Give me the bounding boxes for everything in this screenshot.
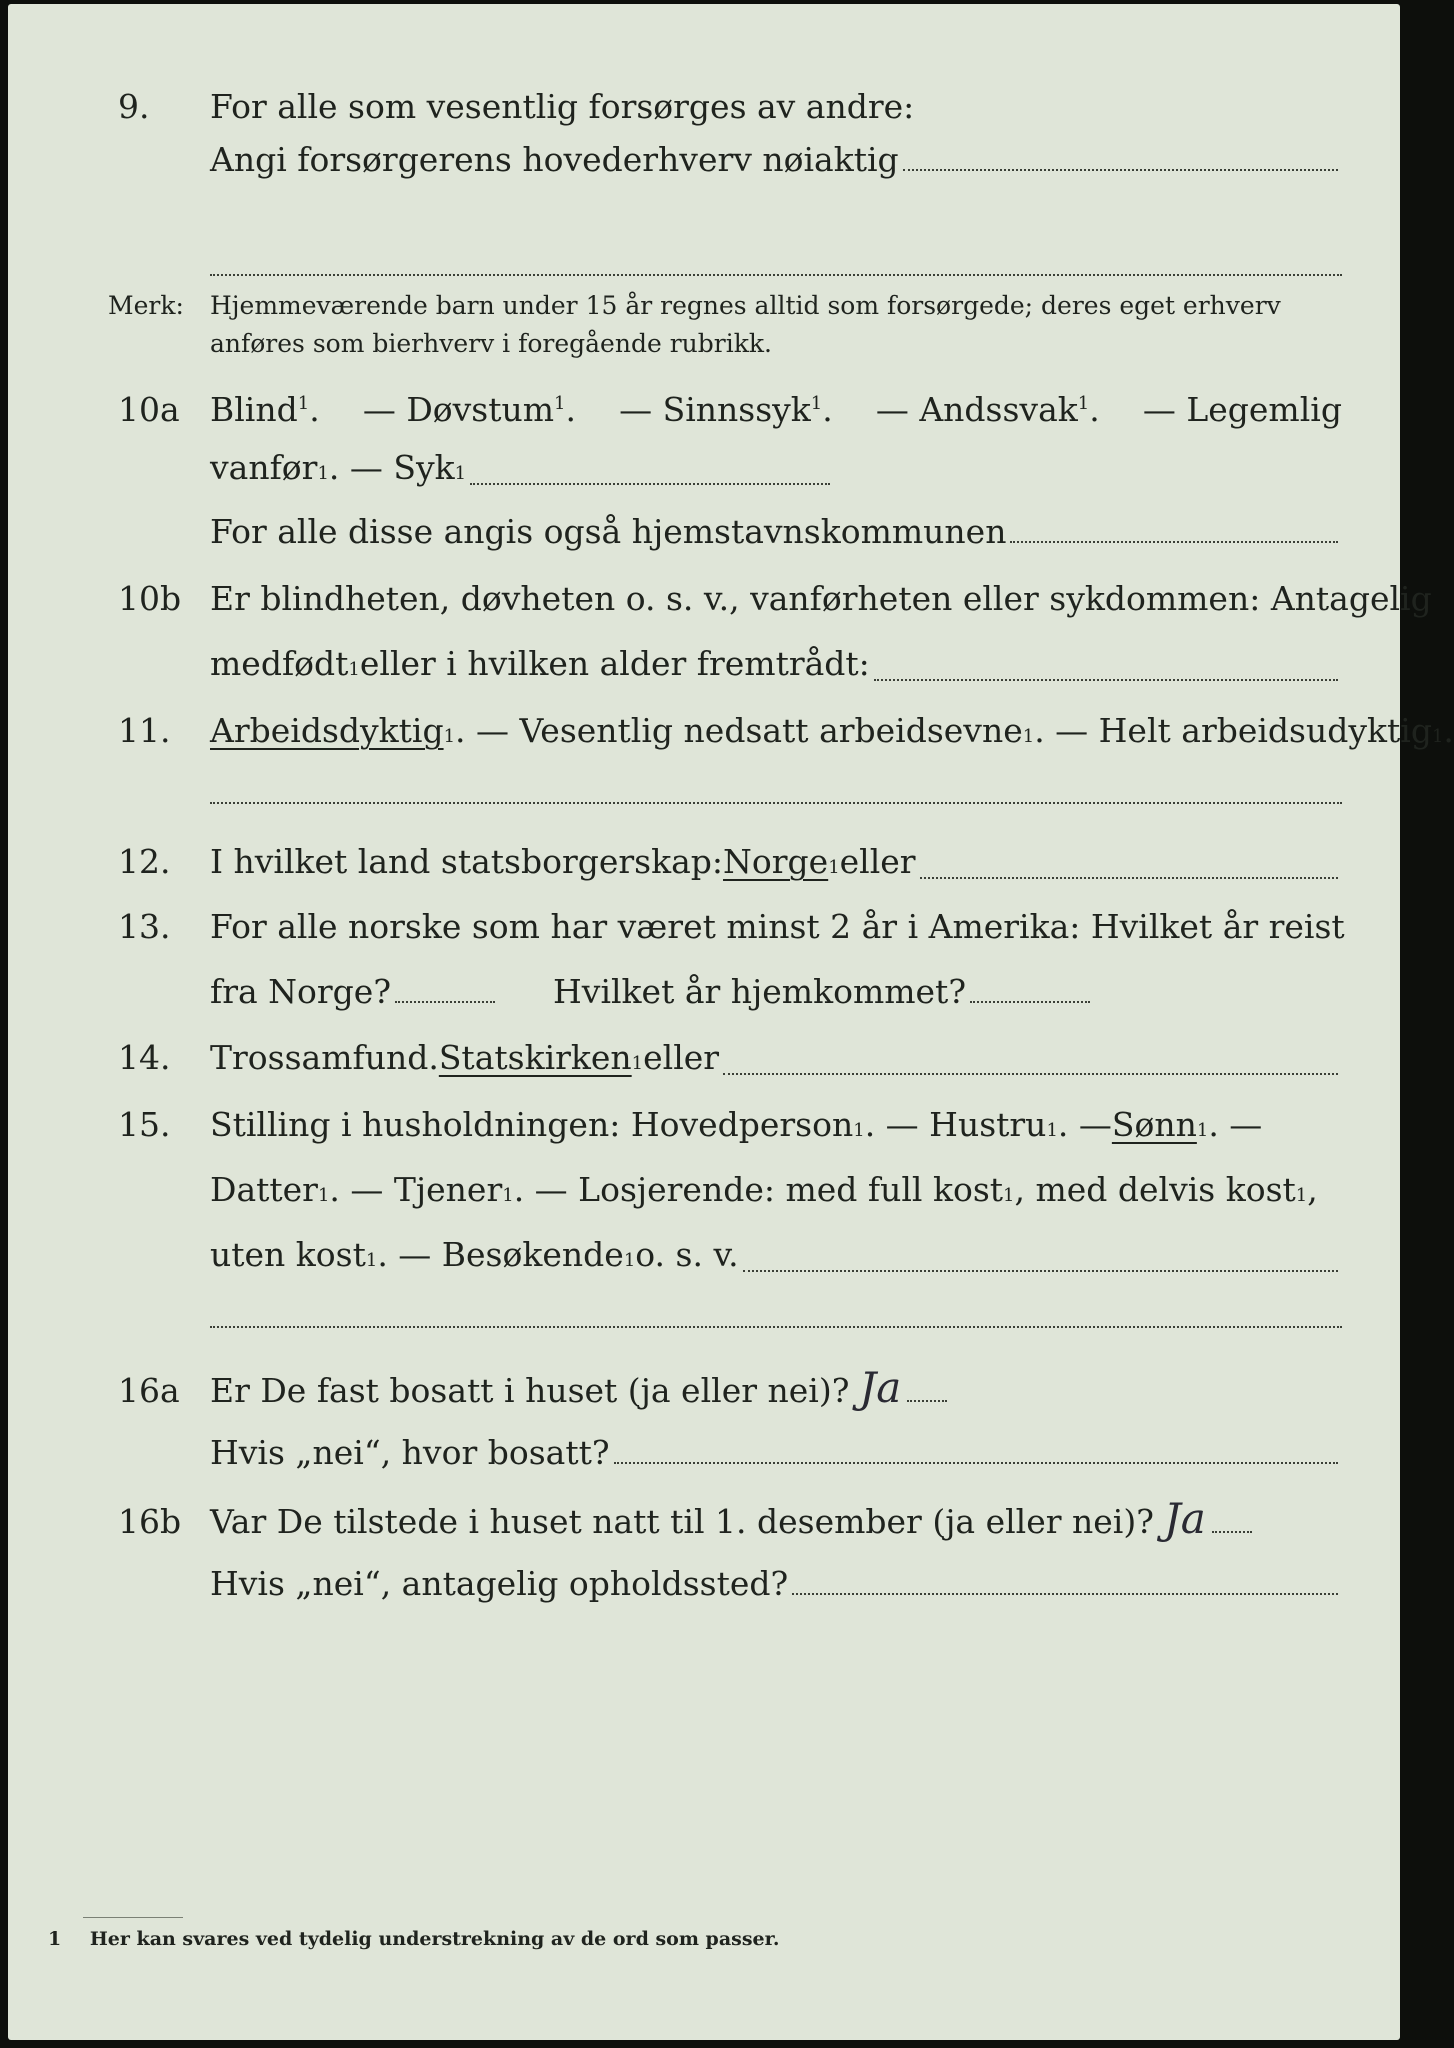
question-10b-line-2: medfødt 1 eller i hvilken alder fremtrådt: [118,644,1342,690]
answer-line[interactable] [1010,540,1338,543]
option-dovstum: — Døvstum [362,390,555,429]
question-number: 13. [118,907,171,946]
option-sinnssyk: — Sinnssyk [619,390,811,429]
question-15-line-3: uten kost 1 . — Besøkende 1 o. s. v. [118,1235,1342,1281]
option-statskirken-underlined: Statskirken [438,1038,632,1077]
question-text: Hvis „nei“, antagelig opholdssted? [210,1564,789,1603]
note-merk-line-2 [118,327,1342,361]
option-legemlig: — Legemlig [1142,390,1342,429]
option-vanfor: vanfør [210,448,318,487]
option-tjener: . — Tjener [329,1170,503,1209]
answer-line[interactable] [874,678,1338,681]
question-text: Trossamfund. [210,1038,439,1077]
census-form-page [8,4,1454,2040]
answer-line[interactable] [210,274,1342,276]
question-text: Hvis „nei“, hvor bosatt? [210,1433,610,1472]
answer-line[interactable] [920,876,1338,879]
answer-line[interactable] [792,1592,1338,1595]
question-16b [118,1494,1342,1543]
question-text: Er blindheten, døvheten o. s. v., vanførheten eller sykdommen: Antagelig [210,579,1432,618]
question-text: Var De tilstede i huset natt til 1. desember (ja eller nei)? [210,1502,1154,1541]
footnote-mark: 1 [48,1928,62,1950]
answer-line[interactable] [1212,1530,1252,1533]
answer-line[interactable] [743,1269,1338,1272]
note-text: Hjemmeværende barn under 15 år regnes alltid som forsørgede; deres eget erhverv [210,291,1281,320]
question-16a [118,1363,1342,1412]
question-10b [118,579,1432,619]
question-12: 12. I hvilket land statsborgerskap: Norge 1 eller [118,842,1342,888]
question-number: 11. [118,711,171,750]
option-syk: . — Syk [328,448,455,487]
question-text: Angi forsørgerens hovederhverv nøiaktig [210,140,899,179]
question-text: Hvilket år hjemkommet? [553,972,967,1011]
handwritten-answer: Ja [1163,1494,1206,1543]
question-text: fra Norge? [210,972,392,1011]
option-andssvak: — Andssvak [875,390,1078,429]
answer-line[interactable] [614,1461,1338,1464]
question-text: medfødt [210,644,349,683]
note-text: anføres som bierhverv i foregående rubrikk. [210,329,772,358]
question-15: 15. Stilling i husholdningen: Hovedperson 1 . — Hustru 1 . — Sønn 1 . — [118,1105,1263,1144]
footnote-text: Her kan svares ved tydelig understrekning av de ord som passer. [89,1928,780,1950]
question-number: 12. [118,842,171,881]
question-9-line-2 [118,140,1342,180]
option-datter: Datter [210,1170,318,1209]
question-text: For alle norske som har været minst 2 år i Amerika: Hvilket år reist [210,907,1345,946]
handwritten-answer: Ja [859,1363,902,1412]
question-13 [118,907,1345,947]
answer-line[interactable] [395,1000,495,1003]
option-sonn-underlined: Sønn [1111,1105,1197,1144]
question-number: 9. [118,87,150,126]
option-blind: Blind [210,390,298,429]
question-text: I hvilket land statsborgerskap: [210,842,724,881]
answer-line[interactable] [723,1072,1338,1075]
option-udyktig: . — Helt arbeidsudyktig [1034,711,1432,750]
question-text: Er De fast bosatt i huset (ja eller nei)? [210,1371,850,1410]
question-16b-line-2 [118,1564,1342,1604]
question-text: o. s. v. [635,1235,739,1274]
question-text: For alle som vesentlig forsørges av andre: [210,87,915,126]
answer-line[interactable] [907,1399,947,1402]
question-text: For alle disse angis også hjemstavnskommunen [210,512,1007,551]
footnote [48,1928,780,1950]
question-16a-line-2 [118,1433,1342,1473]
question-14: 14. Trossamfund. Statskirken 1 eller [118,1038,1342,1084]
question-10a-line-2: vanfør 1 . — Syk 1 [118,448,1342,494]
option-norge-underlined: Norge [723,842,829,881]
question-text: eller [839,842,916,881]
option-delvis-kost: , med delvis kost [1014,1170,1296,1209]
question-number: 15. [118,1105,171,1144]
answer-line[interactable] [903,168,1338,171]
question-number: 14. [118,1038,171,1077]
answer-line[interactable] [970,1000,1090,1003]
option-hustru: . — Hustru [864,1105,1047,1144]
option-hovedperson: Stilling i husholdningen: Hovedperson [210,1105,854,1144]
option-losjerende-full-kost: . — Losjerende: med full kost [513,1170,1004,1209]
question-15-line-2: Datter 1 . — Tjener 1 . — Losjerende: med full kost 1 , med delvis kost 1 , [210,1170,1318,1209]
question-text: eller i hvilken alder fremtrådt: [359,644,870,683]
option-arbeidsdyktig-underlined: Arbeidsdyktig [210,711,444,750]
option-nedsatt: . — Vesentlig nedsatt arbeidsevne [455,711,1023,750]
question-11: 11. Arbeidsdyktig 1 . — Vesentlig nedsatt arbeidsevne 1 . — Helt arbeidsudyktig 1 . [118,711,1454,750]
answer-line[interactable] [210,802,1342,804]
question-10a-line-3 [118,512,1342,552]
question-number: 16a [118,1371,180,1410]
footnote-rule [83,1917,183,1918]
question-number: 10b [118,579,182,618]
question-10a: 10a Blind$^1$. — Døvstum$^1$. — Sinnssyk$^1$. — Andssvak$^1$. — Legemlig [118,390,1342,429]
answer-line[interactable] [210,1326,1342,1328]
question-number: 16b [118,1502,182,1541]
question-9 [118,87,1342,127]
option-uten-kost: uten kost [210,1235,366,1274]
question-text: eller [643,1038,720,1077]
question-13-line-2 [118,972,1342,1012]
note-label: Merk: [108,291,184,320]
question-number: 10a [118,390,180,429]
note-merk [108,289,1342,323]
option-besokende: . — Besøkende [377,1235,624,1274]
answer-line[interactable] [470,482,830,485]
